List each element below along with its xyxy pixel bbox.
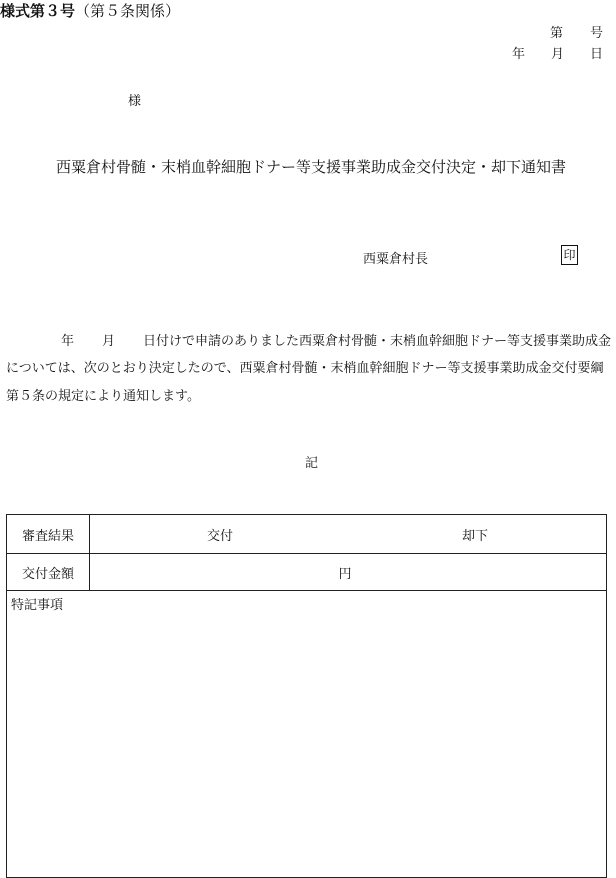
body-line-1-text: 日付けで申請のありました西粟倉村骨髄・末梢血幹細胞ドナー等支援事業助成金: [143, 334, 612, 349]
body-line-1: [61, 330, 611, 349]
body-line-2: については、次のとおり決定したので、西粟倉村骨髄・末梢血幹細胞ドナー等支援事業助成金交付要綱: [6, 361, 604, 376]
number-label-dai: 第: [550, 26, 564, 41]
grant-amount-row: [7, 554, 607, 591]
issuer-name: 西粟倉村長: [363, 252, 429, 267]
date-month-label: 月: [551, 47, 565, 62]
review-result-row: [7, 515, 607, 554]
form-number-label: [0, 0, 180, 21]
currency-yen: 円: [338, 566, 352, 582]
body-month: 月: [102, 334, 116, 349]
seal-stamp-box: 印: [561, 245, 578, 265]
remarks-row: [7, 591, 607, 878]
ki-heading: 記: [305, 456, 319, 471]
form-relation: （第５条関係）: [75, 2, 181, 20]
body-year: 年: [61, 334, 75, 349]
review-result-options: [90, 515, 607, 554]
remarks-cell: [7, 591, 607, 878]
form-number: 様式第３号: [0, 2, 76, 20]
addressee-sama: 様: [128, 94, 142, 109]
document-title: 西粟倉村骨髄・末梢血幹細胞ドナー等支援事業助成金交付決定・却下通知書: [56, 158, 567, 176]
option-reject: 却下: [461, 528, 488, 544]
date-day-label: 日: [590, 47, 604, 62]
date-year-label: 年: [512, 47, 526, 62]
review-result-label: 審査結果: [7, 515, 90, 554]
remarks-label: 特記事項: [11, 598, 64, 613]
option-grant: 交付: [206, 528, 233, 544]
body-line-3: 第５条の規定により通知します。: [6, 389, 200, 404]
decision-table: [6, 514, 607, 878]
grant-amount-value: [90, 554, 607, 591]
grant-amount-label: 交付金額: [7, 554, 90, 591]
number-label-go: 号: [590, 26, 604, 41]
